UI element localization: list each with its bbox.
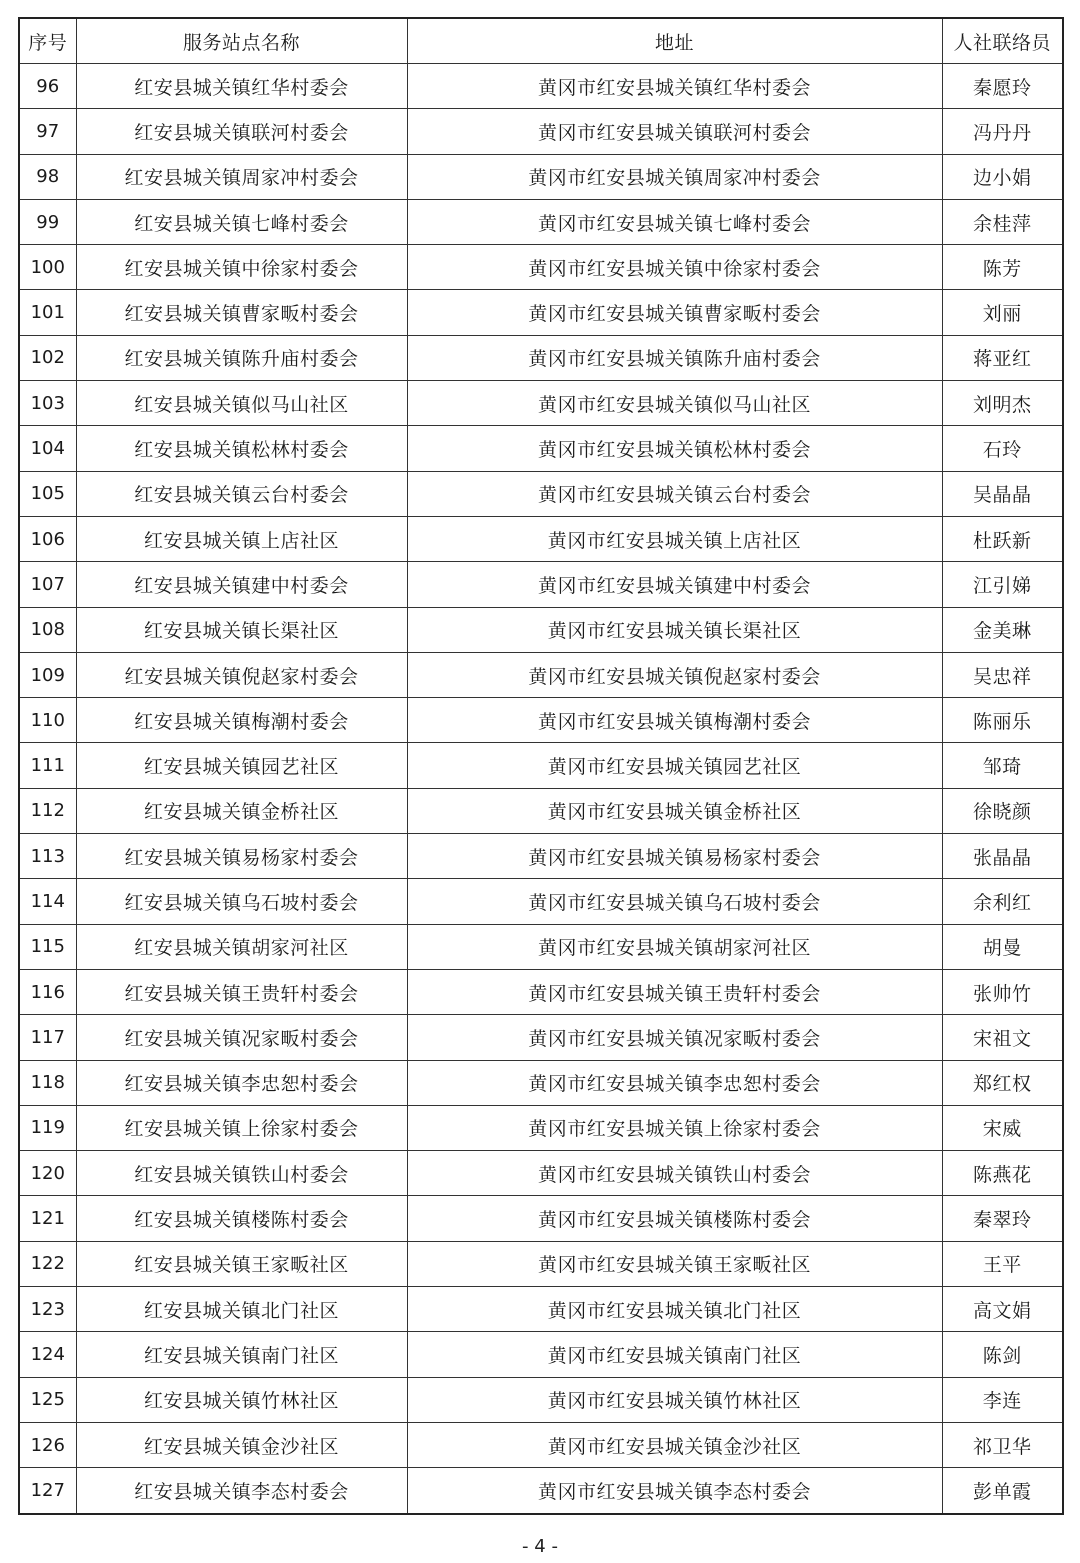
cell-station-name: 红安县城关镇李忠恕村委会 — [76, 1060, 407, 1105]
cell-address: 黄冈市红安县城关镇园艺社区 — [407, 743, 942, 788]
cell-station-name: 红安县城关镇梅潮村委会 — [76, 698, 407, 743]
cell-serial-number: 110 — [19, 698, 76, 743]
cell-address: 黄冈市红安县城关镇竹林社区 — [407, 1377, 942, 1422]
cell-serial-number: 96 — [19, 64, 76, 109]
cell-station-name: 红安县城关镇铁山村委会 — [76, 1151, 407, 1196]
cell-address: 黄冈市红安县城关镇铁山村委会 — [407, 1151, 942, 1196]
cell-liaison: 高文娟 — [942, 1287, 1063, 1332]
cell-liaison: 秦愿玲 — [942, 64, 1063, 109]
table-row — [19, 245, 1063, 290]
cell-liaison: 彭单霞 — [942, 1468, 1063, 1514]
table-row — [19, 879, 1063, 924]
cell-liaison: 冯丹丹 — [942, 109, 1063, 154]
cell-station-name: 红安县城关镇上店社区 — [76, 516, 407, 561]
table-row — [19, 1196, 1063, 1241]
cell-address: 黄冈市红安县城关镇上徐家村委会 — [407, 1105, 942, 1150]
cell-liaison: 李连 — [942, 1377, 1063, 1422]
cell-serial-number: 105 — [19, 471, 76, 516]
cell-serial-number: 120 — [19, 1151, 76, 1196]
table-row — [19, 154, 1063, 199]
cell-liaison: 徐晓颜 — [942, 788, 1063, 833]
cell-serial-number: 99 — [19, 199, 76, 244]
cell-address: 黄冈市红安县城关镇上店社区 — [407, 516, 942, 561]
cell-liaison: 陈芳 — [942, 245, 1063, 290]
cell-station-name: 红安县城关镇云台村委会 — [76, 471, 407, 516]
cell-serial-number: 101 — [19, 290, 76, 335]
table-row — [19, 1377, 1063, 1422]
cell-serial-number: 124 — [19, 1332, 76, 1377]
cell-serial-number: 116 — [19, 969, 76, 1014]
cell-station-name: 红安县城关镇建中村委会 — [76, 562, 407, 607]
cell-address: 黄冈市红安县城关镇红华村委会 — [407, 64, 942, 109]
cell-address: 黄冈市红安县城关镇易杨家村委会 — [407, 834, 942, 879]
cell-serial-number: 106 — [19, 516, 76, 561]
cell-address: 黄冈市红安县城关镇建中村委会 — [407, 562, 942, 607]
table-row — [19, 788, 1063, 833]
cell-serial-number: 102 — [19, 335, 76, 380]
cell-serial-number: 112 — [19, 788, 76, 833]
cell-station-name: 红安县城关镇乌石坡村委会 — [76, 879, 407, 924]
cell-liaison: 杜跃新 — [942, 516, 1063, 561]
cell-station-name: 红安县城关镇联河村委会 — [76, 109, 407, 154]
cell-station-name: 红安县城关镇李态村委会 — [76, 1468, 407, 1514]
cell-liaison: 郑红权 — [942, 1060, 1063, 1105]
cell-station-name: 红安县城关镇松林村委会 — [76, 426, 407, 471]
cell-station-name: 红安县城关镇七峰村委会 — [76, 199, 407, 244]
cell-liaison: 金美琳 — [942, 607, 1063, 652]
table-row — [19, 381, 1063, 426]
table-row — [19, 1060, 1063, 1105]
cell-address: 黄冈市红安县城关镇李忠恕村委会 — [407, 1060, 942, 1105]
table-row — [19, 1422, 1063, 1467]
cell-liaison: 秦翠玲 — [942, 1196, 1063, 1241]
cell-station-name: 红安县城关镇竹林社区 — [76, 1377, 407, 1422]
cell-address: 黄冈市红安县城关镇曹家畈村委会 — [407, 290, 942, 335]
cell-station-name: 红安县城关镇王贵轩村委会 — [76, 969, 407, 1014]
table-row — [19, 516, 1063, 561]
table-row — [19, 743, 1063, 788]
header-liaison: 人社联络员 — [942, 18, 1063, 64]
cell-liaison: 胡曼 — [942, 924, 1063, 969]
table-row — [19, 1332, 1063, 1377]
cell-address: 黄冈市红安县城关镇王贵轩村委会 — [407, 969, 942, 1014]
cell-address: 黄冈市红安县城关镇北门社区 — [407, 1287, 942, 1332]
table-row — [19, 698, 1063, 743]
table-row — [19, 1015, 1063, 1060]
cell-address: 黄冈市红安县城关镇金沙社区 — [407, 1422, 942, 1467]
cell-liaison: 陈燕花 — [942, 1151, 1063, 1196]
cell-station-name: 红安县城关镇似马山社区 — [76, 381, 407, 426]
cell-address: 黄冈市红安县城关镇长渠社区 — [407, 607, 942, 652]
service-station-table — [18, 17, 1064, 1515]
cell-station-name: 红安县城关镇王家畈社区 — [76, 1241, 407, 1286]
cell-serial-number: 98 — [19, 154, 76, 199]
cell-serial-number: 126 — [19, 1422, 76, 1467]
table-row — [19, 834, 1063, 879]
cell-address: 黄冈市红安县城关镇胡家河社区 — [407, 924, 942, 969]
table-row — [19, 64, 1063, 109]
cell-serial-number: 107 — [19, 562, 76, 607]
cell-station-name: 红安县城关镇易杨家村委会 — [76, 834, 407, 879]
cell-address: 黄冈市红安县城关镇松林村委会 — [407, 426, 942, 471]
cell-serial-number: 100 — [19, 245, 76, 290]
cell-liaison: 吴忠祥 — [942, 652, 1063, 697]
table-row — [19, 1287, 1063, 1332]
cell-serial-number: 109 — [19, 652, 76, 697]
cell-liaison: 陈丽乐 — [942, 698, 1063, 743]
cell-serial-number: 104 — [19, 426, 76, 471]
table-row — [19, 969, 1063, 1014]
table-body — [19, 64, 1063, 1514]
cell-address: 黄冈市红安县城关镇七峰村委会 — [407, 199, 942, 244]
cell-station-name: 红安县城关镇中徐家村委会 — [76, 245, 407, 290]
cell-serial-number: 103 — [19, 381, 76, 426]
table-row — [19, 1151, 1063, 1196]
cell-liaison: 余利红 — [942, 879, 1063, 924]
cell-address: 黄冈市红安县城关镇乌石坡村委会 — [407, 879, 942, 924]
table-row — [19, 109, 1063, 154]
cell-serial-number: 115 — [19, 924, 76, 969]
header-address: 地址 — [407, 18, 942, 64]
cell-liaison: 宋威 — [942, 1105, 1063, 1150]
table-row — [19, 1105, 1063, 1150]
cell-liaison: 陈剑 — [942, 1332, 1063, 1377]
cell-liaison: 宋祖文 — [942, 1015, 1063, 1060]
cell-station-name: 红安县城关镇楼陈村委会 — [76, 1196, 407, 1241]
cell-liaison: 蒋亚红 — [942, 335, 1063, 380]
cell-serial-number: 121 — [19, 1196, 76, 1241]
page-number: - 4 - — [522, 1536, 558, 1557]
cell-liaison: 刘明杰 — [942, 381, 1063, 426]
table-row — [19, 1468, 1063, 1514]
table-row — [19, 607, 1063, 652]
cell-station-name: 红安县城关镇陈升庙村委会 — [76, 335, 407, 380]
cell-address: 黄冈市红安县城关镇李态村委会 — [407, 1468, 942, 1514]
cell-serial-number: 118 — [19, 1060, 76, 1105]
table-row — [19, 924, 1063, 969]
cell-serial-number: 122 — [19, 1241, 76, 1286]
cell-liaison: 边小娟 — [942, 154, 1063, 199]
cell-serial-number: 117 — [19, 1015, 76, 1060]
cell-serial-number: 114 — [19, 879, 76, 924]
cell-address: 黄冈市红安县城关镇中徐家村委会 — [407, 245, 942, 290]
cell-station-name: 红安县城关镇曹家畈村委会 — [76, 290, 407, 335]
cell-serial-number: 119 — [19, 1105, 76, 1150]
cell-address: 黄冈市红安县城关镇联河村委会 — [407, 109, 942, 154]
cell-liaison: 吴晶晶 — [942, 471, 1063, 516]
cell-liaison: 张帅竹 — [942, 969, 1063, 1014]
cell-station-name: 红安县城关镇长渠社区 — [76, 607, 407, 652]
table-row — [19, 471, 1063, 516]
cell-station-name: 红安县城关镇金沙社区 — [76, 1422, 407, 1467]
cell-address: 黄冈市红安县城关镇梅潮村委会 — [407, 698, 942, 743]
cell-address: 黄冈市红安县城关镇金桥社区 — [407, 788, 942, 833]
cell-serial-number: 111 — [19, 743, 76, 788]
service-station-table-container — [18, 17, 1062, 1515]
cell-serial-number: 108 — [19, 607, 76, 652]
cell-serial-number: 125 — [19, 1377, 76, 1422]
cell-address: 黄冈市红安县城关镇南门社区 — [407, 1332, 942, 1377]
table-row — [19, 335, 1063, 380]
cell-address: 黄冈市红安县城关镇王家畈社区 — [407, 1241, 942, 1286]
header-station-name: 服务站点名称 — [76, 18, 407, 64]
table-row — [19, 652, 1063, 697]
cell-liaison: 江引娣 — [942, 562, 1063, 607]
cell-serial-number: 123 — [19, 1287, 76, 1332]
cell-station-name: 红安县城关镇金桥社区 — [76, 788, 407, 833]
cell-liaison: 刘丽 — [942, 290, 1063, 335]
cell-address: 黄冈市红安县城关镇周家冲村委会 — [407, 154, 942, 199]
cell-serial-number: 127 — [19, 1468, 76, 1514]
cell-address: 黄冈市红安县城关镇楼陈村委会 — [407, 1196, 942, 1241]
table-row — [19, 1241, 1063, 1286]
cell-liaison: 余桂萍 — [942, 199, 1063, 244]
cell-liaison: 邹琦 — [942, 743, 1063, 788]
cell-station-name: 红安县城关镇周家冲村委会 — [76, 154, 407, 199]
table-row — [19, 199, 1063, 244]
cell-station-name: 红安县城关镇红华村委会 — [76, 64, 407, 109]
table-row — [19, 426, 1063, 471]
cell-station-name: 红安县城关镇上徐家村委会 — [76, 1105, 407, 1150]
cell-station-name: 红安县城关镇胡家河社区 — [76, 924, 407, 969]
cell-station-name: 红安县城关镇倪赵家村委会 — [76, 652, 407, 697]
cell-address: 黄冈市红安县城关镇况家畈村委会 — [407, 1015, 942, 1060]
cell-liaison: 王平 — [942, 1241, 1063, 1286]
cell-address: 黄冈市红安县城关镇云台村委会 — [407, 471, 942, 516]
cell-liaison: 石玲 — [942, 426, 1063, 471]
cell-liaison: 张晶晶 — [942, 834, 1063, 879]
cell-serial-number: 113 — [19, 834, 76, 879]
cell-address: 黄冈市红安县城关镇倪赵家村委会 — [407, 652, 942, 697]
cell-station-name: 红安县城关镇北门社区 — [76, 1287, 407, 1332]
table-header-row — [19, 18, 1063, 64]
cell-station-name: 红安县城关镇况家畈村委会 — [76, 1015, 407, 1060]
cell-address: 黄冈市红安县城关镇似马山社区 — [407, 381, 942, 426]
header-serial-number: 序号 — [19, 18, 76, 64]
cell-liaison: 祁卫华 — [942, 1422, 1063, 1467]
cell-address: 黄冈市红安县城关镇陈升庙村委会 — [407, 335, 942, 380]
table-row — [19, 562, 1063, 607]
cell-station-name: 红安县城关镇园艺社区 — [76, 743, 407, 788]
table-row — [19, 290, 1063, 335]
cell-serial-number: 97 — [19, 109, 76, 154]
cell-station-name: 红安县城关镇南门社区 — [76, 1332, 407, 1377]
